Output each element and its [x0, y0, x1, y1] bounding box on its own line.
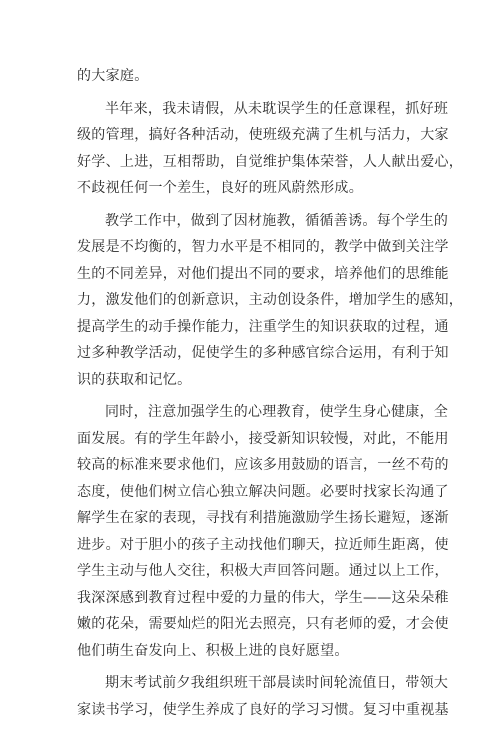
text-line: 同时，注意加强学生的心理教育，使学生身心健康，全	[105, 404, 449, 420]
text-line: 家读书学习，使学生养成了良好的学习习惯。复习中重视基	[77, 701, 449, 718]
text-line: 学生主动与他人交往，积极大声回答问题。通过以上工作，	[77, 563, 449, 579]
text-line: 不歧视任何一个差生，良好的班风蔚然形成。	[77, 180, 363, 196]
paragraph-continuation	[77, 63, 423, 90]
text-line: 较高的标准来要求他们，应该多用鼓励的语言，一丝不苟的	[77, 457, 449, 473]
text-line: 我深深感到教育过程中爱的力量的伟大，学生——这朵朵稚	[77, 589, 449, 606]
paragraph-exam	[77, 670, 449, 723]
text-line: 期末考试前夕我组织班干部晨读时间轮流值日，带领大	[105, 675, 449, 691]
text-line: 态度，使他们树立信心独立解决问题。必要时找家长沟通了	[77, 483, 449, 500]
text-line: 好学、上进，互相帮助，自觉维护集体荣誉，人人献出爱心，	[77, 153, 464, 170]
text-line: 他们萌生奋发向上、积极上进的良好愿望。	[77, 642, 349, 659]
text-line: 过多种教学活动，促使学生的多种感官综合运用，有利于知	[77, 345, 449, 361]
text-line: 级的管理，搞好各种活动，使班级充满了生机与活力，大家	[77, 127, 449, 143]
text-line: 解学生在家的表现，寻找有利措施激励学生扬长避短，逐渐	[77, 510, 449, 526]
paragraph-attendance	[77, 96, 464, 202]
text-line: 力，激发他们的创新意识，主动创设条件，增加学生的感知，	[77, 292, 464, 308]
text-line: 进步。对于胆小的孩子主动找他们聊天，拉近师生距离，使	[77, 536, 449, 553]
text-line: 识的获取和记忆。	[77, 371, 192, 388]
paragraph-psychology	[77, 399, 449, 664]
text-line: 生的不同差异，对他们提出不同的要求，培养他们的思维能	[77, 265, 449, 282]
paragraph-teaching	[77, 208, 464, 394]
text-line: 半年来，我未请假，从未耽误学生的任意课程，抓好班	[105, 100, 449, 117]
body-text	[77, 63, 464, 729]
text-line: 面发展。有的学生年龄小，接受新知识较慢，对此，不能用	[77, 430, 449, 447]
text-line: 发展是不均衡的，智力水平是不相同的，教学中做到关注学	[77, 239, 449, 255]
text-line: 嫩的花朵，需要灿烂的阳光去照亮，只有老师的爱，才会使	[77, 616, 449, 632]
text-line: 教学工作中，做到了因材施教，循循善诱。每个学生的	[105, 212, 449, 229]
text-line: 的大家庭。	[77, 68, 149, 84]
text-line: 提高学生的动手操作能力，注重学生的知识获取的过程，通	[77, 318, 449, 335]
